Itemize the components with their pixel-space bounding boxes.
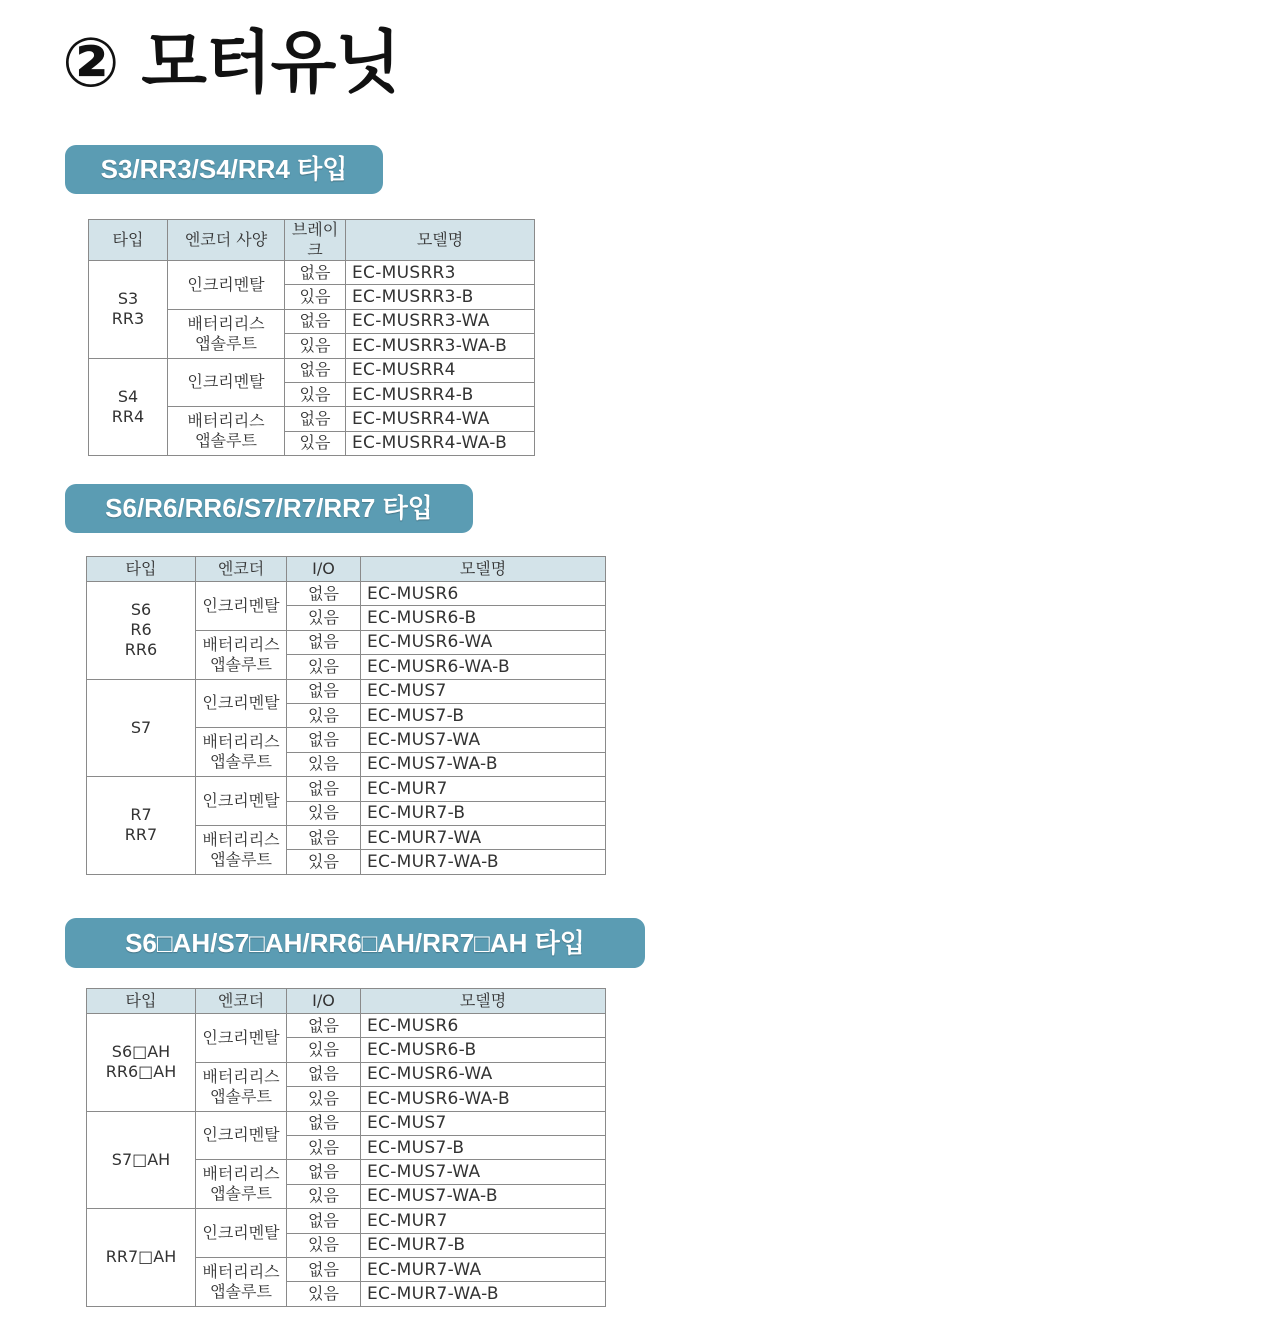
encoder-cell: 배터리리스 앱솔루트	[196, 1257, 287, 1306]
io-cell: 있음	[287, 1135, 361, 1159]
model-cell: EC-MUSR6-WA-B	[361, 655, 606, 679]
encoder-cell: 인크리멘탈	[196, 582, 287, 631]
model-cell: EC-MUSRR3-WA-B	[346, 334, 535, 358]
brake-cell: 없음	[285, 407, 346, 431]
model-cell: EC-MUSRR3-WA	[346, 309, 535, 333]
brake-cell: 없음	[285, 309, 346, 333]
model-cell: EC-MUR7-B	[361, 1233, 606, 1257]
brake-cell: 없음	[285, 261, 346, 285]
table-header-row	[87, 557, 606, 582]
model-cell: EC-MUSR6-WA-B	[361, 1087, 606, 1111]
encoder-cell: 배터리리스 앱솔루트	[196, 1160, 287, 1209]
table-row	[87, 1014, 606, 1038]
io-cell: 없음	[287, 825, 361, 849]
type-cell: S6□AH RR6□AH	[87, 1014, 196, 1112]
model-cell: EC-MUR7-WA	[361, 1257, 606, 1281]
io-cell: 없음	[287, 679, 361, 703]
type-cell: S3 RR3	[89, 261, 168, 359]
type-cell: RR7□AH	[87, 1209, 196, 1307]
header-type: 타입	[87, 989, 196, 1014]
io-cell: 없음	[287, 1111, 361, 1135]
section-badge-s3-rr3-s4-rr4: S3/RR3/S4/RR4 타입	[65, 145, 383, 194]
model-cell: EC-MUR7	[361, 777, 606, 801]
encoder-cell: 인크리멘탈	[168, 261, 285, 310]
header-model: 모델명	[346, 220, 535, 261]
encoder-cell: 인크리멘탈	[196, 679, 287, 728]
encoder-cell: 인크리멘탈	[196, 1014, 287, 1063]
model-cell: EC-MUS7-WA	[361, 728, 606, 752]
model-cell: EC-MUR7	[361, 1209, 606, 1233]
io-cell: 있음	[287, 655, 361, 679]
type-cell: S7□AH	[87, 1111, 196, 1209]
encoder-cell: 배터리리스 앱솔루트	[168, 309, 285, 358]
io-cell: 없음	[287, 1209, 361, 1233]
model-cell: EC-MUS7	[361, 679, 606, 703]
brake-cell: 있음	[285, 285, 346, 309]
model-cell: EC-MUR7-B	[361, 801, 606, 825]
table-row	[89, 358, 535, 382]
io-cell: 없음	[287, 630, 361, 654]
header-type: 타입	[89, 220, 168, 261]
table-row	[87, 777, 606, 801]
io-cell: 있음	[287, 752, 361, 776]
table-row	[87, 582, 606, 606]
header-io: I/O	[287, 557, 361, 582]
io-cell: 없음	[287, 777, 361, 801]
model-table-ah-types	[86, 988, 606, 1307]
section-badge-s6-r6-rr6-s7-r7-rr7: S6/R6/RR6/S7/R7/RR7 타입	[65, 484, 473, 533]
io-cell: 없음	[287, 1014, 361, 1038]
model-table-s6-r6-rr6-s7-r7-rr7	[86, 556, 606, 875]
model-cell: EC-MUSR6-B	[361, 1038, 606, 1062]
model-cell: EC-MUSR6-B	[361, 606, 606, 630]
io-cell: 없음	[287, 582, 361, 606]
header-encoder: 엔코더	[196, 989, 287, 1014]
model-cell: EC-MUR7-WA-B	[361, 850, 606, 874]
model-cell: EC-MUS7-B	[361, 703, 606, 727]
table-row	[87, 1111, 606, 1135]
io-cell: 없음	[287, 1160, 361, 1184]
page-title: ② 모터유닛	[62, 24, 401, 103]
io-cell: 있음	[287, 703, 361, 727]
header-brake: 브레이크	[285, 220, 346, 261]
table-row	[89, 261, 535, 285]
encoder-cell: 배터리리스 앱솔루트	[196, 825, 287, 874]
model-cell: EC-MUR7-WA-B	[361, 1282, 606, 1306]
header-model: 모델명	[361, 989, 606, 1014]
io-cell: 있음	[287, 1087, 361, 1111]
model-cell: EC-MUSRR3	[346, 261, 535, 285]
encoder-cell: 인크리멘탈	[168, 358, 285, 407]
model-cell: EC-MUS7-WA	[361, 1160, 606, 1184]
brake-cell: 있음	[285, 334, 346, 358]
encoder-cell: 인크리멘탈	[196, 1209, 287, 1258]
model-cell: EC-MUSR6-WA	[361, 1062, 606, 1086]
io-cell: 없음	[287, 1062, 361, 1086]
table-header-row	[87, 989, 606, 1014]
brake-cell: 없음	[285, 358, 346, 382]
table-row	[87, 1209, 606, 1233]
header-type: 타입	[87, 557, 196, 582]
io-cell: 있음	[287, 850, 361, 874]
io-cell: 있음	[287, 1282, 361, 1306]
encoder-cell: 인크리멘탈	[196, 1111, 287, 1160]
type-cell: S4 RR4	[89, 358, 168, 456]
io-cell: 있음	[287, 801, 361, 825]
model-cell: EC-MUR7-WA	[361, 825, 606, 849]
type-cell: S7	[87, 679, 196, 777]
header-io: I/O	[287, 989, 361, 1014]
model-cell: EC-MUSRR4-WA	[346, 407, 535, 431]
header-encoder: 엔코더 사양	[168, 220, 285, 261]
encoder-cell: 인크리멘탈	[196, 777, 287, 826]
model-cell: EC-MUSR6	[361, 582, 606, 606]
io-cell: 있음	[287, 1184, 361, 1208]
model-cell: EC-MUS7-WA-B	[361, 1184, 606, 1208]
brake-cell: 있음	[285, 431, 346, 455]
encoder-cell: 배터리리스 앱솔루트	[168, 407, 285, 456]
io-cell: 있음	[287, 1038, 361, 1062]
model-cell: EC-MUSRR4	[346, 358, 535, 382]
model-cell: EC-MUSR6	[361, 1014, 606, 1038]
io-cell: 있음	[287, 1233, 361, 1257]
encoder-cell: 배터리리스 앱솔루트	[196, 728, 287, 777]
type-cell: R7 RR7	[87, 777, 196, 875]
table-row	[87, 679, 606, 703]
io-cell: 있음	[287, 606, 361, 630]
section-badge-ah-types: S6□AH/S7□AH/RR6□AH/RR7□AH 타입	[65, 918, 645, 968]
type-cell: S6 R6 RR6	[87, 582, 196, 680]
io-cell: 없음	[287, 728, 361, 752]
model-cell: EC-MUS7-B	[361, 1135, 606, 1159]
model-cell: EC-MUSR6-WA	[361, 630, 606, 654]
encoder-cell: 배터리리스 앱솔루트	[196, 630, 287, 679]
model-cell: EC-MUSRR3-B	[346, 285, 535, 309]
model-cell: EC-MUS7	[361, 1111, 606, 1135]
model-cell: EC-MUSRR4-WA-B	[346, 431, 535, 455]
model-table-s3-rr3-s4-rr4	[88, 219, 535, 456]
io-cell: 없음	[287, 1257, 361, 1281]
model-cell: EC-MUS7-WA-B	[361, 752, 606, 776]
header-model: 모델명	[361, 557, 606, 582]
brake-cell: 있음	[285, 382, 346, 406]
header-encoder: 엔코더	[196, 557, 287, 582]
encoder-cell: 배터리리스 앱솔루트	[196, 1062, 287, 1111]
table-header-row	[89, 220, 535, 261]
model-cell: EC-MUSRR4-B	[346, 382, 535, 406]
